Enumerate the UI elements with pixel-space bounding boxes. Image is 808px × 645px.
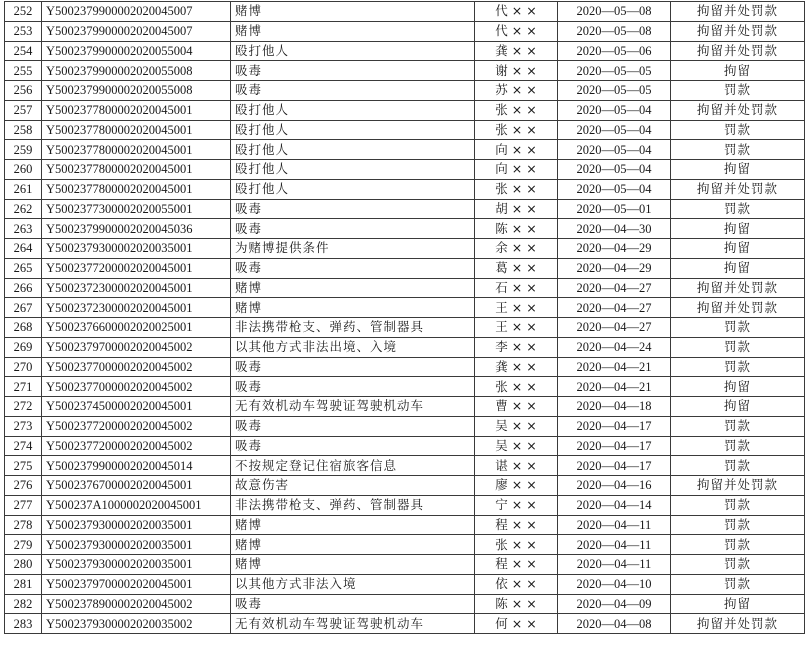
case-id-cell: Y5002377800002020045001 (42, 160, 231, 180)
date-cell: 2020—04—11 (558, 515, 671, 535)
table-row (5, 535, 805, 555)
person-cell: 曹 × × (475, 397, 558, 417)
case-id-cell: Y5002372300002020045001 (42, 298, 231, 318)
case-id-cell: Y5002376600002020025001 (42, 318, 231, 338)
person-cell: 依 × × (475, 574, 558, 594)
violation-cell: 吸毒 (231, 199, 475, 219)
violation-cell: 殴打他人 (231, 120, 475, 140)
case-id-cell: Y5002377800002020045001 (42, 120, 231, 140)
case-id-cell: Y5002379900002020045036 (42, 219, 231, 239)
penalty-cell: 罚款 (671, 357, 805, 377)
table-row (5, 160, 805, 180)
penalty-cell: 罚款 (671, 81, 805, 101)
date-cell: 2020—04—09 (558, 594, 671, 614)
row-number: 262 (5, 199, 42, 219)
row-number: 261 (5, 179, 42, 199)
row-number: 276 (5, 476, 42, 496)
person-cell: 向 × × (475, 140, 558, 160)
case-id-cell: Y5002379900002020055008 (42, 81, 231, 101)
table-body (5, 2, 805, 634)
person-cell: 宁 × × (475, 495, 558, 515)
table-row (5, 397, 805, 417)
row-number: 253 (5, 21, 42, 41)
penalty-cell: 拘留并处罚款 (671, 476, 805, 496)
penalty-cell: 罚款 (671, 515, 805, 535)
person-cell: 陈 × × (475, 219, 558, 239)
penalty-cell: 罚款 (671, 416, 805, 436)
table-row (5, 594, 805, 614)
case-id-cell: Y5002377000002020045002 (42, 377, 231, 397)
violation-cell: 以其他方式非法入境 (231, 574, 475, 594)
penalty-cell: 罚款 (671, 120, 805, 140)
row-number: 273 (5, 416, 42, 436)
person-cell: 程 × × (475, 555, 558, 575)
row-number: 269 (5, 337, 42, 357)
person-cell: 谢 × × (475, 61, 558, 81)
penalty-cell: 拘留并处罚款 (671, 614, 805, 634)
case-id-cell: Y5002379900002020055004 (42, 41, 231, 61)
person-cell: 张 × × (475, 120, 558, 140)
violation-cell: 殴打他人 (231, 160, 475, 180)
case-id-cell: Y5002374500002020045001 (42, 397, 231, 417)
case-id-cell: Y5002377200002020045002 (42, 436, 231, 456)
case-id-cell: Y5002379300002020035001 (42, 515, 231, 535)
row-number: 263 (5, 219, 42, 239)
table-row (5, 456, 805, 476)
penalty-cell: 罚款 (671, 574, 805, 594)
violation-cell: 无有效机动车驾驶证驾驶机动车 (231, 614, 475, 634)
table-row (5, 357, 805, 377)
row-number: 277 (5, 495, 42, 515)
table-row (5, 179, 805, 199)
person-cell: 吴 × × (475, 436, 558, 456)
row-number: 259 (5, 140, 42, 160)
date-cell: 2020—04—24 (558, 337, 671, 357)
penalty-cell: 拘留并处罚款 (671, 179, 805, 199)
person-cell: 龚 × × (475, 41, 558, 61)
violation-cell: 非法携带枪支、弹药、管制器具 (231, 318, 475, 338)
table-row (5, 81, 805, 101)
table-row (5, 61, 805, 81)
violation-cell: 吸毒 (231, 81, 475, 101)
penalty-cell: 拘留并处罚款 (671, 298, 805, 318)
penalty-cell: 拘留 (671, 219, 805, 239)
penalty-cell: 拘留 (671, 239, 805, 259)
person-cell: 石 × × (475, 278, 558, 298)
violation-cell: 吸毒 (231, 436, 475, 456)
violation-cell: 吸毒 (231, 357, 475, 377)
row-number: 272 (5, 397, 42, 417)
case-id-cell: Y5002379300002020035002 (42, 614, 231, 634)
case-id-cell: Y5002379900002020045014 (42, 456, 231, 476)
person-cell: 张 × × (475, 179, 558, 199)
violation-cell: 殴打他人 (231, 140, 475, 160)
penalty-cell: 罚款 (671, 495, 805, 515)
person-cell: 代 × × (475, 2, 558, 22)
case-id-cell: Y5002377200002020045001 (42, 258, 231, 278)
date-cell: 2020—04—27 (558, 298, 671, 318)
violation-cell: 吸毒 (231, 416, 475, 436)
row-number: 278 (5, 515, 42, 535)
penalty-cell: 拘留并处罚款 (671, 2, 805, 22)
violation-cell: 殴打他人 (231, 100, 475, 120)
row-number: 280 (5, 555, 42, 575)
table-row (5, 219, 805, 239)
case-id-cell: Y5002377800002020045001 (42, 179, 231, 199)
case-id-cell: Y5002379300002020035001 (42, 535, 231, 555)
violation-cell: 殴打他人 (231, 179, 475, 199)
table-row (5, 2, 805, 22)
penalty-cell: 罚款 (671, 318, 805, 338)
case-id-cell: Y5002378900002020045002 (42, 594, 231, 614)
penalty-cell: 罚款 (671, 140, 805, 160)
table-row (5, 278, 805, 298)
case-id-cell: Y5002377000002020045002 (42, 357, 231, 377)
table-row (5, 239, 805, 259)
person-cell: 余 × × (475, 239, 558, 259)
date-cell: 2020—05—04 (558, 100, 671, 120)
row-number: 267 (5, 298, 42, 318)
date-cell: 2020—04—17 (558, 456, 671, 476)
penalty-cell: 拘留 (671, 160, 805, 180)
person-cell: 吴 × × (475, 416, 558, 436)
date-cell: 2020—04—27 (558, 318, 671, 338)
violation-cell: 赌博 (231, 2, 475, 22)
table-row (5, 318, 805, 338)
person-cell: 王 × × (475, 318, 558, 338)
person-cell: 张 × × (475, 377, 558, 397)
person-cell: 谌 × × (475, 456, 558, 476)
case-id-cell: Y500237A1000002020045001 (42, 495, 231, 515)
date-cell: 2020—04—21 (558, 377, 671, 397)
date-cell: 2020—05—04 (558, 160, 671, 180)
person-cell: 何 × × (475, 614, 558, 634)
row-number: 254 (5, 41, 42, 61)
penalty-cell: 罚款 (671, 199, 805, 219)
row-number: 282 (5, 594, 42, 614)
violation-cell: 吸毒 (231, 594, 475, 614)
row-number: 274 (5, 436, 42, 456)
date-cell: 2020—04—18 (558, 397, 671, 417)
row-number: 275 (5, 456, 42, 476)
date-cell: 2020—04—11 (558, 535, 671, 555)
row-number: 270 (5, 357, 42, 377)
date-cell: 2020—05—08 (558, 2, 671, 22)
person-cell: 王 × × (475, 298, 558, 318)
penalty-cell: 罚款 (671, 436, 805, 456)
case-id-cell: Y5002377300002020055001 (42, 199, 231, 219)
violation-cell: 赌博 (231, 515, 475, 535)
row-number: 266 (5, 278, 42, 298)
penalty-cell: 罚款 (671, 337, 805, 357)
person-cell: 张 × × (475, 100, 558, 120)
violation-cell: 吸毒 (231, 377, 475, 397)
penalty-cell: 拘留 (671, 61, 805, 81)
row-number: 265 (5, 258, 42, 278)
case-id-cell: Y5002379900002020045007 (42, 2, 231, 22)
person-cell: 张 × × (475, 535, 558, 555)
date-cell: 2020—05—04 (558, 140, 671, 160)
table-row (5, 495, 805, 515)
violation-cell: 赌博 (231, 278, 475, 298)
violation-cell: 赌博 (231, 21, 475, 41)
case-id-cell: Y5002379900002020045007 (42, 21, 231, 41)
row-number: 256 (5, 81, 42, 101)
table-row (5, 258, 805, 278)
table-row (5, 515, 805, 535)
table-row (5, 614, 805, 634)
row-number: 258 (5, 120, 42, 140)
case-id-cell: Y5002379700002020045001 (42, 574, 231, 594)
person-cell: 程 × × (475, 515, 558, 535)
penalty-cell: 拘留并处罚款 (671, 21, 805, 41)
date-cell: 2020—04—17 (558, 416, 671, 436)
case-id-cell: Y5002379700002020045002 (42, 337, 231, 357)
table-row (5, 555, 805, 575)
table-row (5, 436, 805, 456)
table-row (5, 21, 805, 41)
violation-cell: 无有效机动车驾驶证驾驶机动车 (231, 397, 475, 417)
date-cell: 2020—04—17 (558, 436, 671, 456)
violation-cell: 吸毒 (231, 61, 475, 81)
penalty-cell: 罚款 (671, 535, 805, 555)
table-row (5, 140, 805, 160)
table-row (5, 337, 805, 357)
row-number: 255 (5, 61, 42, 81)
table-row (5, 120, 805, 140)
person-cell: 苏 × × (475, 81, 558, 101)
row-number: 271 (5, 377, 42, 397)
date-cell: 2020—04—08 (558, 614, 671, 634)
person-cell: 龚 × × (475, 357, 558, 377)
date-cell: 2020—05—05 (558, 81, 671, 101)
case-id-cell: Y5002377800002020045001 (42, 100, 231, 120)
date-cell: 2020—05—04 (558, 179, 671, 199)
date-cell: 2020—04—10 (558, 574, 671, 594)
violation-cell: 为赌博提供条件 (231, 239, 475, 259)
date-cell: 2020—04—30 (558, 219, 671, 239)
date-cell: 2020—04—29 (558, 239, 671, 259)
row-number: 260 (5, 160, 42, 180)
penalty-cell: 拘留并处罚款 (671, 278, 805, 298)
violation-cell: 吸毒 (231, 219, 475, 239)
date-cell: 2020—05—05 (558, 61, 671, 81)
penalty-cell: 拘留 (671, 594, 805, 614)
date-cell: 2020—04—14 (558, 495, 671, 515)
row-number: 279 (5, 535, 42, 555)
date-cell: 2020—05—04 (558, 120, 671, 140)
case-id-cell: Y5002379300002020035001 (42, 555, 231, 575)
row-number: 283 (5, 614, 42, 634)
case-id-cell: Y5002377800002020045001 (42, 140, 231, 160)
violation-cell: 不按规定登记住宿旅客信息 (231, 456, 475, 476)
table-row (5, 100, 805, 120)
date-cell: 2020—05—08 (558, 21, 671, 41)
date-cell: 2020—04—29 (558, 258, 671, 278)
table-row (5, 574, 805, 594)
violation-cell: 赌博 (231, 298, 475, 318)
date-cell: 2020—04—27 (558, 278, 671, 298)
case-id-cell: Y5002379900002020055008 (42, 61, 231, 81)
penalty-cell: 罚款 (671, 555, 805, 575)
row-number: 268 (5, 318, 42, 338)
person-cell: 葛 × × (475, 258, 558, 278)
row-number: 281 (5, 574, 42, 594)
person-cell: 李 × × (475, 337, 558, 357)
penalty-cell: 拘留 (671, 397, 805, 417)
violation-cell: 故意伤害 (231, 476, 475, 496)
table-row (5, 199, 805, 219)
row-number: 264 (5, 239, 42, 259)
table-row (5, 298, 805, 318)
case-id-cell: Y5002376700002020045001 (42, 476, 231, 496)
penalty-cell: 拘留并处罚款 (671, 41, 805, 61)
violation-cell: 非法携带枪支、弹药、管制器具 (231, 495, 475, 515)
penalty-cell: 拘留 (671, 377, 805, 397)
date-cell: 2020—04—21 (558, 357, 671, 377)
table-row (5, 476, 805, 496)
penalty-cell: 拘留并处罚款 (671, 100, 805, 120)
case-id-cell: Y5002372300002020045001 (42, 278, 231, 298)
date-cell: 2020—04—16 (558, 476, 671, 496)
case-id-cell: Y5002377200002020045002 (42, 416, 231, 436)
penalty-cell: 罚款 (671, 456, 805, 476)
penalty-cell: 拘留 (671, 258, 805, 278)
person-cell: 代 × × (475, 21, 558, 41)
person-cell: 胡 × × (475, 199, 558, 219)
person-cell: 廖 × × (475, 476, 558, 496)
violation-cell: 赌博 (231, 555, 475, 575)
table-row (5, 416, 805, 436)
penalty-records-table (4, 1, 805, 634)
table-row (5, 377, 805, 397)
table-row (5, 41, 805, 61)
person-cell: 向 × × (475, 160, 558, 180)
row-number: 257 (5, 100, 42, 120)
date-cell: 2020—04—11 (558, 555, 671, 575)
row-number: 252 (5, 2, 42, 22)
date-cell: 2020—05—06 (558, 41, 671, 61)
violation-cell: 赌博 (231, 535, 475, 555)
violation-cell: 吸毒 (231, 258, 475, 278)
person-cell: 陈 × × (475, 594, 558, 614)
case-id-cell: Y5002379300002020035001 (42, 239, 231, 259)
violation-cell: 以其他方式非法出境、入境 (231, 337, 475, 357)
date-cell: 2020—05—01 (558, 199, 671, 219)
violation-cell: 殴打他人 (231, 41, 475, 61)
